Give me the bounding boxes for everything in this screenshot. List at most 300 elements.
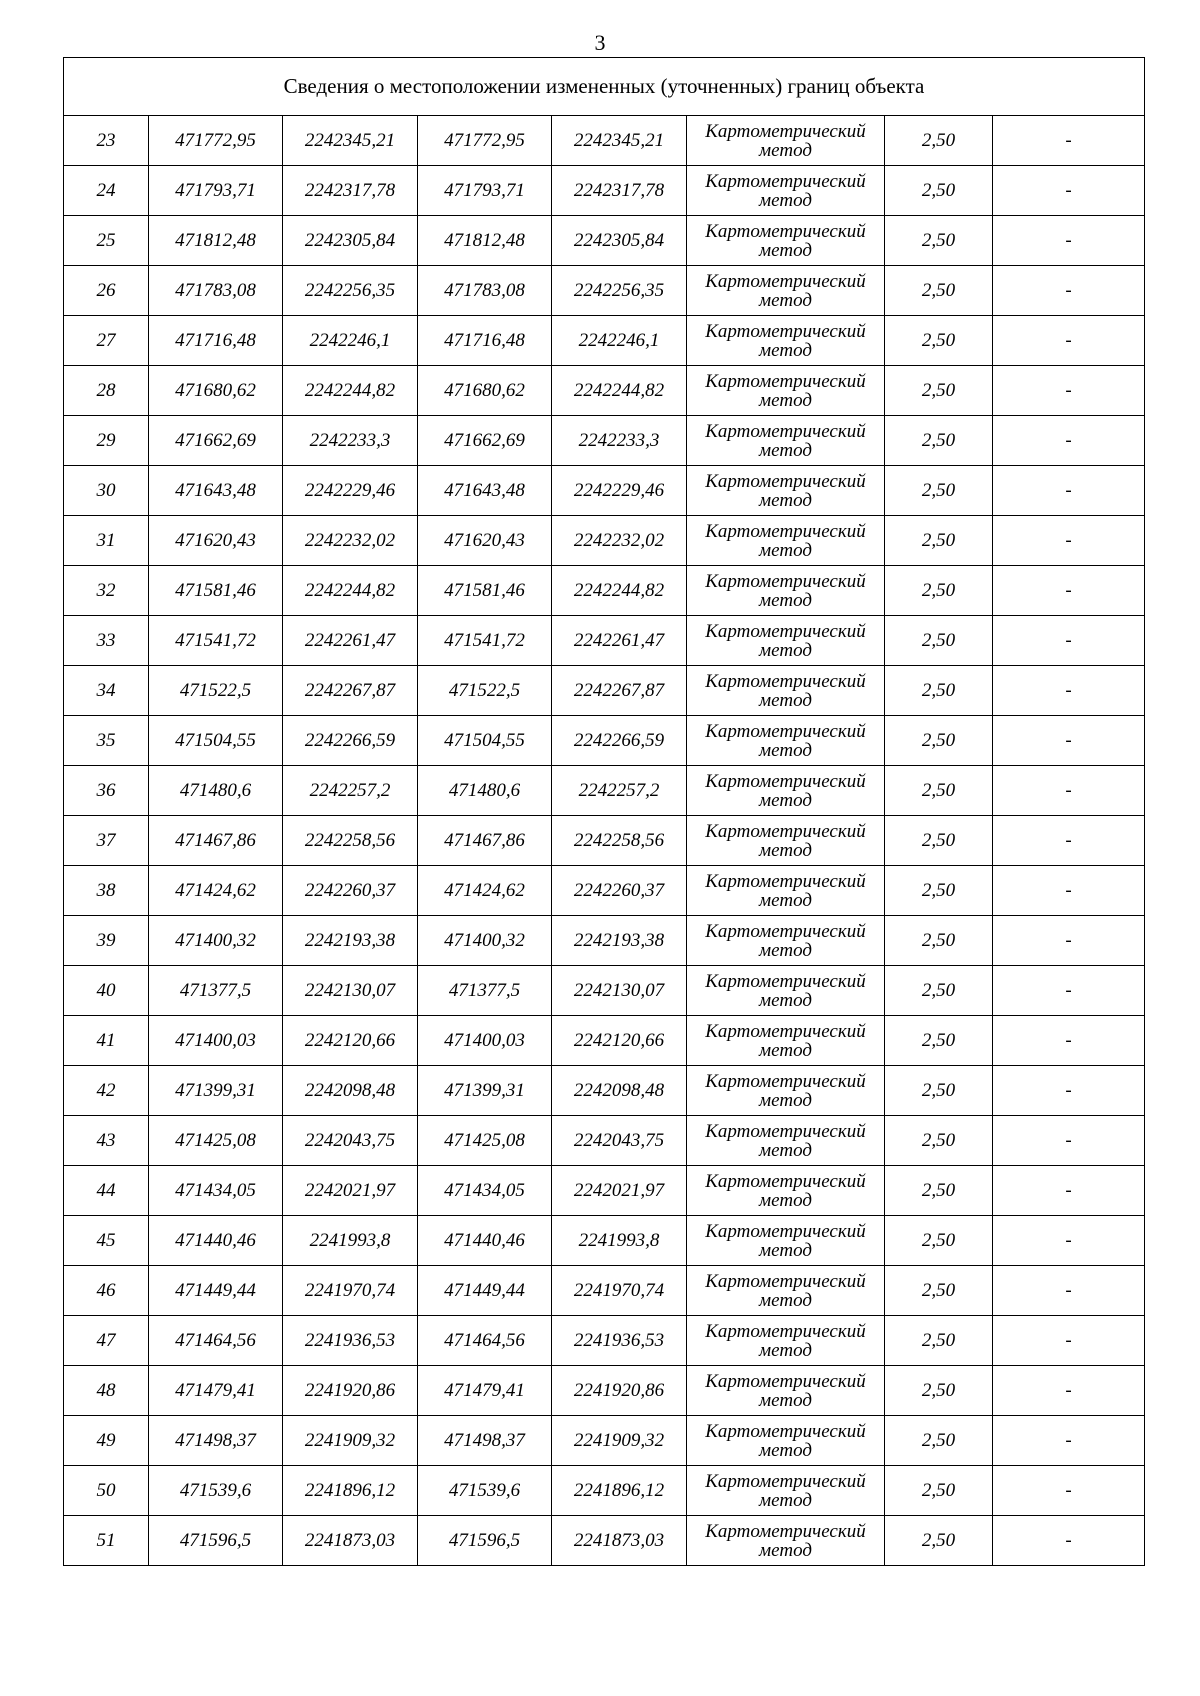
method-text: Картометрический [705,1120,866,1142]
point-number-cell: 34 [64,666,149,716]
method-text: Картометрический [705,670,866,692]
x-existing-cell: 471716,48 [149,316,283,366]
method-text: метод [759,539,812,561]
y-refined-cell: 2242229,46 [552,466,687,516]
x-refined-cell: 471772,95 [418,116,552,166]
method-cell [687,1216,885,1266]
accuracy-cell: 2,50 [885,766,993,816]
method-cell [687,1466,885,1516]
note-cell: - [993,816,1145,866]
accuracy-cell: 2,50 [885,1166,993,1216]
x-existing-cell: 471596,5 [149,1516,283,1566]
y-existing-cell: 2241993,8 [283,1216,418,1266]
method-cell [687,866,885,916]
x-refined-cell: 471399,31 [418,1066,552,1116]
note-cell: - [993,966,1145,1016]
x-refined-cell: 471539,6 [418,1466,552,1516]
x-existing-cell: 471541,72 [149,616,283,666]
accuracy-cell: 2,50 [885,666,993,716]
method-text: метод [759,439,812,461]
point-number-cell: 25 [64,216,149,266]
x-existing-cell: 471783,08 [149,266,283,316]
method-text: метод [759,239,812,261]
accuracy-cell: 2,50 [885,1266,993,1316]
point-number-cell: 24 [64,166,149,216]
method-cell [687,1416,885,1466]
method-text: метод [759,1289,812,1311]
method-text: метод [759,289,812,311]
x-existing-cell: 471449,44 [149,1266,283,1316]
y-refined-cell: 2242345,21 [552,116,687,166]
x-refined-cell: 471522,5 [418,666,552,716]
method-cell [687,366,885,416]
method-text: метод [759,989,812,1011]
x-refined-cell: 471498,37 [418,1416,552,1466]
method-cell [687,1516,885,1566]
accuracy-cell: 2,50 [885,616,993,666]
method-text: метод [759,389,812,411]
method-text: Картометрический [705,1370,866,1392]
method-text: Картометрический [705,1170,866,1192]
accuracy-cell: 2,50 [885,316,993,366]
table-row [64,516,1145,566]
x-existing-cell: 471479,41 [149,1366,283,1416]
y-refined-cell: 2242043,75 [552,1116,687,1166]
method-cell [687,316,885,366]
method-text: метод [759,1439,812,1461]
y-refined-cell: 2241970,74 [552,1266,687,1316]
method-cell [687,466,885,516]
method-cell [687,266,885,316]
x-refined-cell: 471662,69 [418,416,552,466]
point-number-cell: 48 [64,1366,149,1416]
x-refined-cell: 471434,05 [418,1166,552,1216]
y-refined-cell: 2242098,48 [552,1066,687,1116]
method-text: метод [759,1239,812,1261]
x-refined-cell: 471464,56 [418,1316,552,1366]
table-row [64,1466,1145,1516]
method-text: метод [759,589,812,611]
x-existing-cell: 471772,95 [149,116,283,166]
y-refined-cell: 2242021,97 [552,1166,687,1216]
method-cell [687,566,885,616]
method-cell [687,166,885,216]
method-text: Картометрический [705,220,866,242]
method-text: метод [759,789,812,811]
y-refined-cell: 2242193,38 [552,916,687,966]
method-text: метод [759,639,812,661]
method-text: Картометрический [705,370,866,392]
method-cell [687,916,885,966]
accuracy-cell: 2,50 [885,266,993,316]
y-existing-cell: 2241970,74 [283,1266,418,1316]
point-number-cell: 45 [64,1216,149,1266]
accuracy-cell: 2,50 [885,366,993,416]
method-cell [687,716,885,766]
x-refined-cell: 471467,86 [418,816,552,866]
y-refined-cell: 2241896,12 [552,1466,687,1516]
x-refined-cell: 471449,44 [418,1266,552,1316]
x-refined-cell: 471793,71 [418,166,552,216]
method-text: Картометрический [705,920,866,942]
x-existing-cell: 471400,32 [149,916,283,966]
point-number-cell: 46 [64,1266,149,1316]
x-refined-cell: 471400,03 [418,1016,552,1066]
y-refined-cell: 2242256,35 [552,266,687,316]
method-text: Картометрический [705,570,866,592]
x-existing-cell: 471467,86 [149,816,283,866]
method-text: метод [759,1089,812,1111]
table-title-row [64,58,1145,116]
method-text: метод [759,1189,812,1211]
x-refined-cell: 471424,62 [418,866,552,916]
x-refined-cell: 471812,48 [418,216,552,266]
table-row [64,816,1145,866]
table-title: Сведения о местоположении измененных (уточненных) границ объекта [64,58,1145,116]
y-existing-cell: 2242193,38 [283,916,418,966]
note-cell: - [993,616,1145,666]
x-existing-cell: 471539,6 [149,1466,283,1516]
point-number-cell: 23 [64,116,149,166]
table-row [64,1016,1145,1066]
point-number-cell: 30 [64,466,149,516]
method-text: Картометрический [705,270,866,292]
note-cell: - [993,866,1145,916]
x-existing-cell: 471504,55 [149,716,283,766]
point-number-cell: 26 [64,266,149,316]
accuracy-cell: 2,50 [885,1366,993,1416]
point-number-cell: 49 [64,1416,149,1466]
method-text: Картометрический [705,720,866,742]
x-existing-cell: 471498,37 [149,1416,283,1466]
x-existing-cell: 471480,6 [149,766,283,816]
x-existing-cell: 471662,69 [149,416,283,466]
method-cell [687,216,885,266]
accuracy-cell: 2,50 [885,116,993,166]
method-text: Картометрический [705,1520,866,1542]
table-row [64,266,1145,316]
note-cell: - [993,916,1145,966]
y-refined-cell: 2241993,8 [552,1216,687,1266]
y-refined-cell: 2242244,82 [552,366,687,416]
y-refined-cell: 2242246,1 [552,316,687,366]
point-number-cell: 51 [64,1516,149,1566]
accuracy-cell: 2,50 [885,466,993,516]
note-cell: - [993,1266,1145,1316]
x-existing-cell: 471680,62 [149,366,283,416]
note-cell: - [993,1466,1145,1516]
method-cell [687,966,885,1016]
y-existing-cell: 2242246,1 [283,316,418,366]
x-existing-cell: 471425,08 [149,1116,283,1166]
y-existing-cell: 2242130,07 [283,966,418,1016]
point-number-cell: 35 [64,716,149,766]
method-text: Картометрический [705,1020,866,1042]
method-text: Картометрический [705,770,866,792]
x-refined-cell: 471377,5 [418,966,552,1016]
note-cell: - [993,766,1145,816]
table-row [64,1166,1145,1216]
note-cell: - [993,1216,1145,1266]
y-existing-cell: 2242233,3 [283,416,418,466]
y-existing-cell: 2241909,32 [283,1416,418,1466]
accuracy-cell: 2,50 [885,166,993,216]
point-number-cell: 50 [64,1466,149,1516]
accuracy-cell: 2,50 [885,216,993,266]
x-refined-cell: 471643,48 [418,466,552,516]
x-existing-cell: 471377,5 [149,966,283,1016]
note-cell: - [993,266,1145,316]
method-text: Картометрический [705,170,866,192]
x-existing-cell: 471793,71 [149,166,283,216]
y-existing-cell: 2242021,97 [283,1166,418,1216]
method-text: метод [759,1539,812,1561]
accuracy-cell: 2,50 [885,1416,993,1466]
table-row [64,366,1145,416]
table-row [64,766,1145,816]
point-number-cell: 44 [64,1166,149,1216]
x-existing-cell: 471581,46 [149,566,283,616]
y-existing-cell: 2242098,48 [283,1066,418,1116]
x-refined-cell: 471541,72 [418,616,552,666]
point-number-cell: 31 [64,516,149,566]
method-text: Картометрический [705,120,866,142]
note-cell: - [993,516,1145,566]
table-row [64,1316,1145,1366]
y-existing-cell: 2242256,35 [283,266,418,316]
x-existing-cell: 471620,43 [149,516,283,566]
y-refined-cell: 2242305,84 [552,216,687,266]
x-existing-cell: 471812,48 [149,216,283,266]
method-cell [687,1316,885,1366]
y-refined-cell: 2242244,82 [552,566,687,616]
method-cell [687,616,885,666]
method-cell [687,766,885,816]
point-number-cell: 39 [64,916,149,966]
y-existing-cell: 2241936,53 [283,1316,418,1366]
y-existing-cell: 2242317,78 [283,166,418,216]
y-refined-cell: 2242267,87 [552,666,687,716]
method-text: метод [759,339,812,361]
accuracy-cell: 2,50 [885,1516,993,1566]
accuracy-cell: 2,50 [885,716,993,766]
point-number-cell: 37 [64,816,149,866]
accuracy-cell: 2,50 [885,1066,993,1116]
method-cell [687,1266,885,1316]
table-row [64,466,1145,516]
accuracy-cell: 2,50 [885,1116,993,1166]
y-refined-cell: 2242257,2 [552,766,687,816]
accuracy-cell: 2,50 [885,516,993,566]
method-text: Картометрический [705,1220,866,1242]
accuracy-cell: 2,50 [885,816,993,866]
accuracy-cell: 2,50 [885,1016,993,1066]
x-existing-cell: 471440,46 [149,1216,283,1266]
note-cell: - [993,316,1145,366]
method-text: Картометрический [705,420,866,442]
x-refined-cell: 471620,43 [418,516,552,566]
y-refined-cell: 2242317,78 [552,166,687,216]
method-text: метод [759,1489,812,1511]
table-row [64,416,1145,466]
table-row [64,916,1145,966]
y-refined-cell: 2242260,37 [552,866,687,916]
y-existing-cell: 2242305,84 [283,216,418,266]
point-number-cell: 42 [64,1066,149,1116]
note-cell: - [993,1066,1145,1116]
x-refined-cell: 471425,08 [418,1116,552,1166]
accuracy-cell: 2,50 [885,1216,993,1266]
method-text: Картометрический [705,520,866,542]
note-cell: - [993,1416,1145,1466]
method-text: Картометрический [705,1420,866,1442]
y-refined-cell: 2242120,66 [552,1016,687,1066]
method-text: Картометрический [705,1320,866,1342]
method-text: метод [759,139,812,161]
y-existing-cell: 2242120,66 [283,1016,418,1066]
x-existing-cell: 471434,05 [149,1166,283,1216]
note-cell: - [993,1516,1145,1566]
y-existing-cell: 2242345,21 [283,116,418,166]
point-number-cell: 28 [64,366,149,416]
point-number-cell: 43 [64,1116,149,1166]
table-row [64,1266,1145,1316]
method-text: метод [759,1139,812,1161]
y-refined-cell: 2242258,56 [552,816,687,866]
x-existing-cell: 471464,56 [149,1316,283,1366]
point-number-cell: 41 [64,1016,149,1066]
note-cell: - [993,366,1145,416]
method-cell [687,516,885,566]
y-refined-cell: 2242233,3 [552,416,687,466]
y-refined-cell: 2242261,47 [552,616,687,666]
point-number-cell: 47 [64,1316,149,1366]
accuracy-cell: 2,50 [885,1466,993,1516]
note-cell: - [993,666,1145,716]
y-refined-cell: 2241936,53 [552,1316,687,1366]
y-existing-cell: 2241873,03 [283,1516,418,1566]
method-text: Картометрический [705,1070,866,1092]
table-row [64,616,1145,666]
y-existing-cell: 2241896,12 [283,1466,418,1516]
note-cell: - [993,716,1145,766]
method-text: Картометрический [705,1470,866,1492]
y-refined-cell: 2242232,02 [552,516,687,566]
x-existing-cell: 471522,5 [149,666,283,716]
method-text: Картометрический [705,820,866,842]
table-row [64,1066,1145,1116]
accuracy-cell: 2,50 [885,966,993,1016]
x-existing-cell: 471424,62 [149,866,283,916]
method-text: Картометрический [705,870,866,892]
x-refined-cell: 471783,08 [418,266,552,316]
table-row [64,216,1145,266]
y-existing-cell: 2242258,56 [283,816,418,866]
table-row [64,1366,1145,1416]
point-number-cell: 38 [64,866,149,916]
method-text: метод [759,739,812,761]
method-cell [687,116,885,166]
method-text: Картометрический [705,620,866,642]
y-existing-cell: 2242244,82 [283,566,418,616]
y-existing-cell: 2242261,47 [283,616,418,666]
method-text: Картометрический [705,970,866,992]
coordinates-table [63,57,1145,1566]
table-row [64,966,1145,1016]
note-cell: - [993,1016,1145,1066]
y-existing-cell: 2242043,75 [283,1116,418,1166]
x-refined-cell: 471400,32 [418,916,552,966]
note-cell: - [993,1166,1145,1216]
method-text: метод [759,889,812,911]
method-cell [687,816,885,866]
method-cell [687,1066,885,1116]
y-existing-cell: 2242244,82 [283,366,418,416]
note-cell: - [993,116,1145,166]
x-refined-cell: 471440,46 [418,1216,552,1266]
point-number-cell: 33 [64,616,149,666]
table-row [64,1416,1145,1466]
method-cell [687,1366,885,1416]
table-row [64,116,1145,166]
table-row [64,1216,1145,1266]
table-row [64,866,1145,916]
y-existing-cell: 2242257,2 [283,766,418,816]
x-existing-cell: 471399,31 [149,1066,283,1116]
note-cell: - [993,166,1145,216]
method-text: метод [759,1389,812,1411]
method-text: метод [759,189,812,211]
y-refined-cell: 2242130,07 [552,966,687,1016]
y-existing-cell: 2241920,86 [283,1366,418,1416]
point-number-cell: 36 [64,766,149,816]
method-text: Картометрический [705,470,866,492]
y-refined-cell: 2242266,59 [552,716,687,766]
y-refined-cell: 2241920,86 [552,1366,687,1416]
x-refined-cell: 471480,6 [418,766,552,816]
method-cell [687,1116,885,1166]
table-row [64,1116,1145,1166]
table-row [64,666,1145,716]
point-number-cell: 40 [64,966,149,1016]
table-row [64,166,1145,216]
page-number: 3 [594,30,606,55]
x-refined-cell: 471716,48 [418,316,552,366]
x-refined-cell: 471581,46 [418,566,552,616]
note-cell: - [993,466,1145,516]
note-cell: - [993,1116,1145,1166]
accuracy-cell: 2,50 [885,1316,993,1366]
table-row [64,1516,1145,1566]
table-row [64,716,1145,766]
accuracy-cell: 2,50 [885,416,993,466]
table-row [64,316,1145,366]
x-existing-cell: 471400,03 [149,1016,283,1066]
x-refined-cell: 471479,41 [418,1366,552,1416]
point-number-cell: 27 [64,316,149,366]
note-cell: - [993,1366,1145,1416]
x-refined-cell: 471504,55 [418,716,552,766]
method-cell [687,1016,885,1066]
note-cell: - [993,216,1145,266]
method-cell [687,416,885,466]
method-text: метод [759,489,812,511]
method-text: метод [759,939,812,961]
method-text: Картометрический [705,1270,866,1292]
method-text: метод [759,689,812,711]
point-number-cell: 29 [64,416,149,466]
y-existing-cell: 2242260,37 [283,866,418,916]
